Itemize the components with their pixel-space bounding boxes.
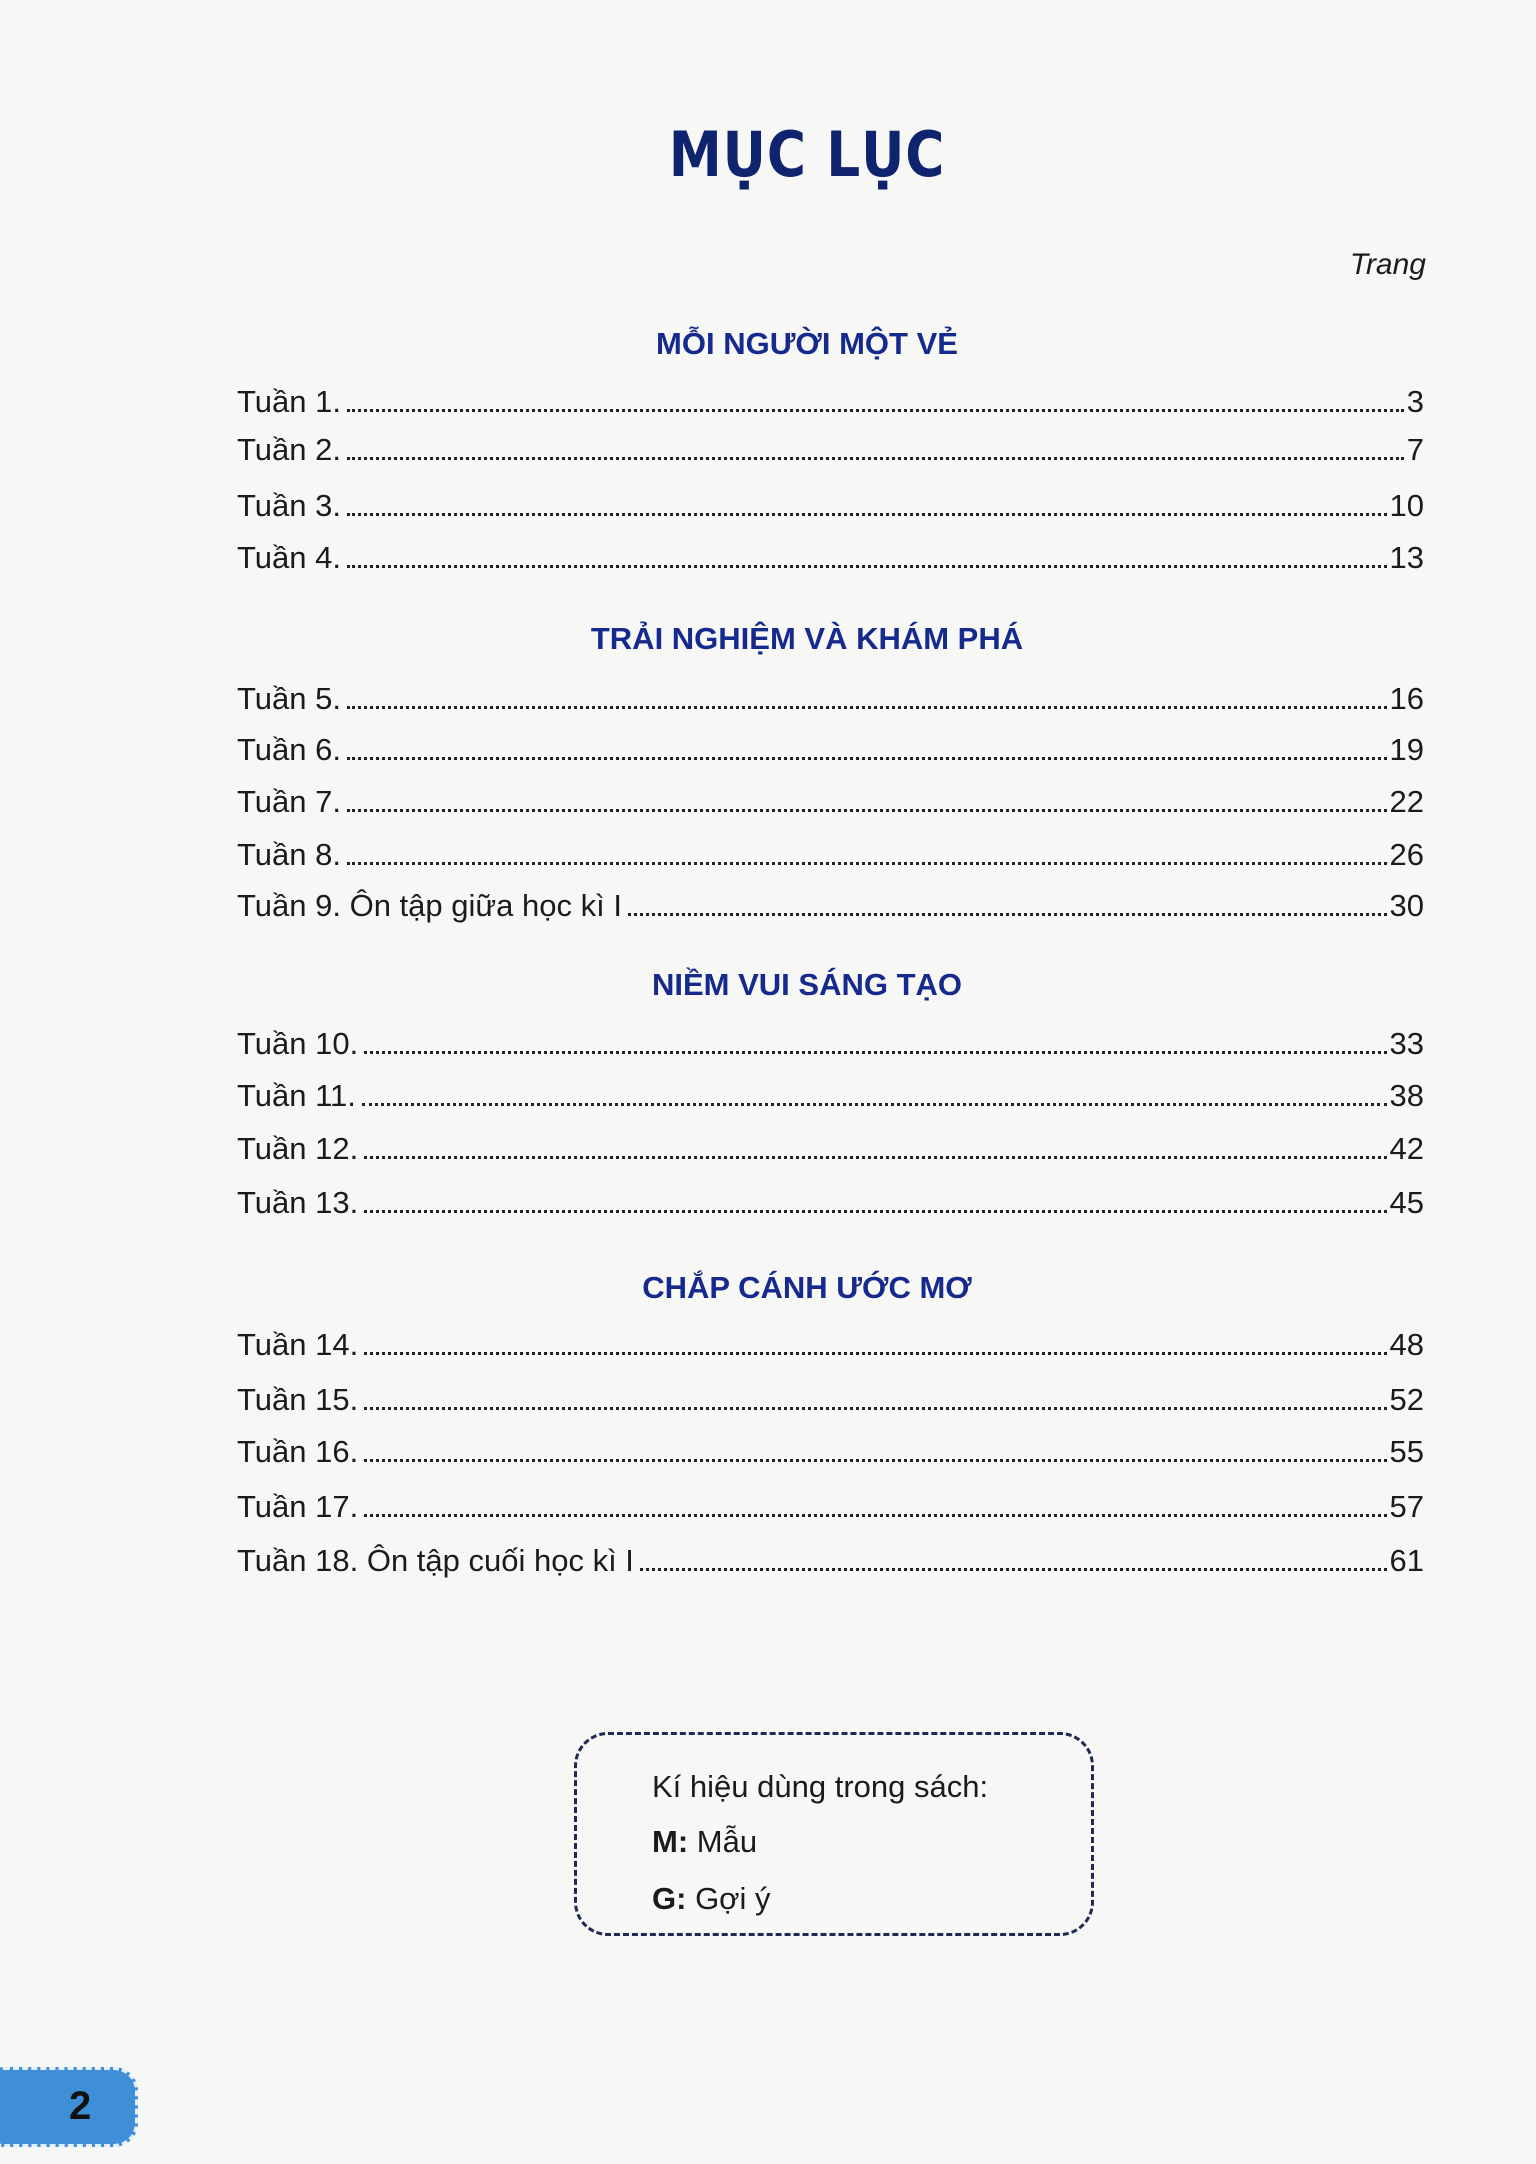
toc-entry-label: Tuần 15.: [237, 1382, 359, 1417]
toc-entry[interactable]: [237, 1489, 1424, 1525]
toc-entry-page: 52: [1389, 1382, 1424, 1417]
dot-leader: [362, 1103, 1387, 1106]
toc-entry-label: Tuần 10.: [237, 1026, 359, 1061]
dot-leader: [347, 513, 1387, 516]
legend-value: Mẫu: [696, 1824, 758, 1859]
toc-entry-page: 10: [1389, 488, 1424, 523]
toc-entry[interactable]: [237, 1026, 1424, 1062]
toc-entry[interactable]: [237, 1078, 1424, 1114]
toc-entry-label: Tuần 13.: [237, 1185, 359, 1220]
section-heading: CHẮP CÁNH ƯỚC MƠ: [642, 1270, 972, 1305]
section-heading: TRẢI NGHIỆM VÀ KHÁM PHÁ: [590, 621, 1024, 656]
toc-entry-page: 13: [1389, 540, 1424, 575]
toc-entry[interactable]: [237, 488, 1424, 524]
toc-entry[interactable]: [237, 837, 1424, 873]
legend-box: [574, 1732, 1094, 1936]
legend-entry: [652, 1881, 771, 1917]
toc-entry-page: 26: [1389, 837, 1424, 872]
toc-entry-page: 3: [1406, 384, 1424, 419]
toc-entry-label: Tuần 12.: [237, 1131, 359, 1166]
legend-entry: [652, 1824, 757, 1860]
dot-leader: [347, 706, 1387, 709]
toc-entry[interactable]: [237, 1327, 1424, 1363]
dot-leader: [347, 565, 1387, 568]
toc-entry-label: Tuần 7.: [237, 784, 341, 819]
toc-entry[interactable]: [237, 1382, 1424, 1418]
toc-entry-page: 16: [1389, 681, 1424, 716]
page-number: 2: [69, 2084, 92, 2128]
toc-entry-label: Tuần 4.: [237, 540, 341, 575]
dot-leader: [364, 1051, 1386, 1054]
toc-entry[interactable]: [237, 432, 1424, 468]
dot-leader: [364, 1459, 1386, 1462]
toc-entry[interactable]: [237, 681, 1424, 717]
toc-entry-page: 55: [1389, 1434, 1424, 1469]
toc-entry-label: Tuần 16.: [237, 1434, 359, 1469]
toc-entry-page: 48: [1389, 1327, 1424, 1362]
dot-leader: [640, 1568, 1387, 1571]
toc-entry-label: Tuần 11.: [237, 1078, 356, 1113]
toc-entry-page: 22: [1389, 784, 1424, 819]
legend-key: M:: [652, 1824, 689, 1859]
toc-entry-label: Tuần 5.: [237, 681, 341, 716]
dot-leader: [347, 409, 1404, 412]
toc-entry[interactable]: [237, 540, 1424, 576]
toc-entry-label: Tuần 3.: [237, 488, 341, 523]
dot-leader: [364, 1156, 1386, 1159]
toc-entry-label: Tuần 14.: [237, 1327, 359, 1362]
dot-leader: [364, 1352, 1386, 1355]
toc-entry-page: 38: [1389, 1078, 1424, 1113]
toc-entry[interactable]: [237, 1434, 1424, 1470]
toc-entry[interactable]: [237, 1543, 1424, 1579]
toc-entry[interactable]: [237, 732, 1424, 768]
toc-entry-page: 57: [1389, 1489, 1424, 1524]
section-heading: NIỀM VUI SÁNG TẠO: [651, 967, 962, 1002]
toc-entry-label: Tuần 17.: [237, 1489, 359, 1524]
toc-entry-page: 7: [1406, 432, 1424, 467]
page-column-label: Trang: [1349, 248, 1426, 281]
page-title: MỤC LỤC: [668, 118, 946, 191]
section-heading: MỖI NGƯỜI MỘT VẺ: [656, 326, 958, 361]
toc-entry-label: Tuần 9. Ôn tập giữa học kì I: [237, 888, 622, 923]
toc-entry-page: 30: [1389, 888, 1424, 923]
legend-key: G:: [652, 1881, 687, 1916]
toc-entry[interactable]: [237, 1131, 1424, 1167]
toc-entry[interactable]: [237, 888, 1424, 924]
dot-leader: [347, 457, 1404, 460]
legend-title: Kí hiệu dùng trong sách:: [652, 1769, 989, 1804]
toc-entry-label: Tuần 8.: [237, 837, 341, 872]
toc-entry-label: Tuần 18. Ôn tập cuối học kì I: [237, 1543, 634, 1578]
dot-leader: [347, 809, 1387, 812]
toc-entry[interactable]: [237, 784, 1424, 820]
toc-entry-page: 61: [1389, 1543, 1424, 1578]
toc-entry-page: 42: [1389, 1131, 1424, 1166]
dot-leader: [628, 913, 1387, 916]
toc-entry-label: Tuần 6.: [237, 732, 341, 767]
dot-leader: [364, 1210, 1386, 1213]
toc-entry-page: 19: [1389, 732, 1424, 767]
toc-entry[interactable]: [237, 1185, 1424, 1221]
page-number-badge: [0, 2067, 138, 2147]
toc-entry-page: 45: [1389, 1185, 1424, 1220]
toc-entry-page: 33: [1389, 1026, 1424, 1061]
legend-value: Gợi ý: [695, 1881, 771, 1916]
toc-entry[interactable]: [237, 384, 1424, 420]
dot-leader: [347, 757, 1387, 760]
toc-entry-label: Tuần 2.: [237, 432, 341, 467]
dot-leader: [364, 1407, 1386, 1410]
dot-leader: [364, 1514, 1386, 1517]
dot-leader: [347, 862, 1387, 865]
toc-entry-label: Tuần 1.: [237, 384, 341, 419]
